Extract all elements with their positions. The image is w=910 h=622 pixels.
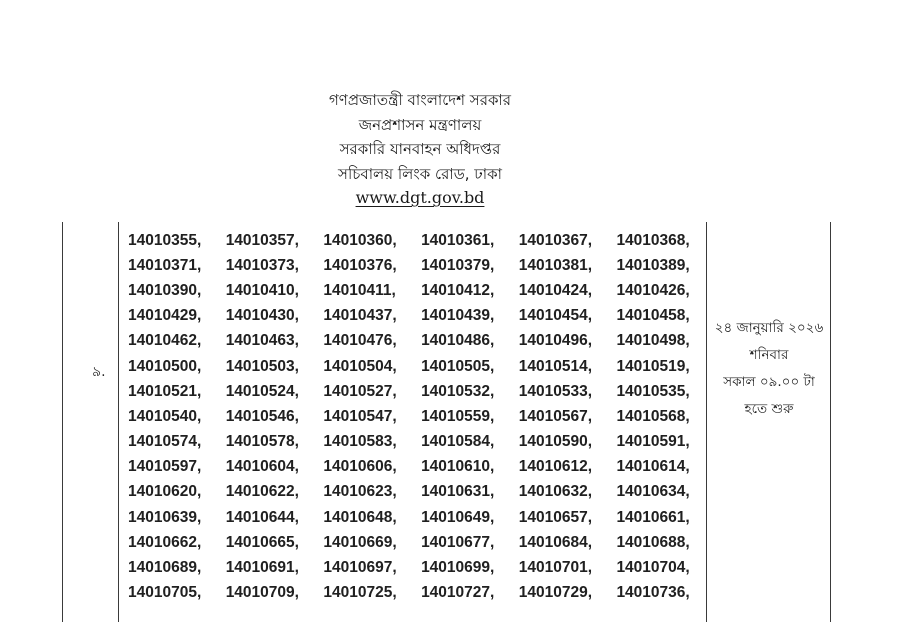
roll-number: 14010665, [225, 533, 299, 551]
letterhead [0, 88, 840, 211]
roll-number: 14010540, [128, 407, 202, 425]
table-row [128, 379, 714, 404]
roll-number: 14010657, [518, 508, 593, 526]
department-name: সরকারি যানবাহন অধিদপ্তর [339, 140, 501, 158]
roll-number: 14010662, [128, 533, 202, 551]
website-link[interactable]: www.dgt.gov.bd [355, 188, 485, 207]
roll-number: 14010623, [323, 483, 397, 501]
roll-number: 14010412, [421, 281, 495, 299]
exam-time: সকাল ০৯.০০ টা [723, 374, 815, 390]
table-row [128, 304, 714, 329]
table-row [128, 480, 714, 505]
ministry-name: জনপ্রশাসন মন্ত্রণালয় [358, 115, 482, 134]
roll-number: 14010590, [518, 433, 593, 451]
roll-number: 14010463, [225, 332, 299, 350]
roll-number: 14010381, [518, 256, 593, 274]
table-border-left [62, 222, 63, 622]
roll-number: 14010684, [518, 533, 593, 551]
roll-number: 14010644, [225, 508, 299, 526]
roll-number: 14010631, [421, 483, 495, 501]
roll-number: 14010705, [128, 584, 202, 602]
roll-number: 14010521, [128, 382, 202, 400]
roll-number: 14010610, [421, 458, 495, 476]
roll-number: 14010559, [421, 407, 495, 425]
roll-number: 14010355, [128, 231, 202, 249]
roll-number: 14010430, [225, 307, 299, 325]
roll-number: 14010574, [128, 433, 202, 451]
roll-number: 14010729, [518, 584, 593, 602]
table-row [128, 329, 714, 354]
roll-number: 14010373, [225, 256, 299, 274]
roll-number: 14010426, [616, 281, 690, 299]
exam-schedule [706, 315, 832, 423]
roll-number: 14010612, [518, 458, 593, 476]
roll-number: 14010583, [323, 433, 397, 451]
table-row [128, 555, 714, 580]
roll-number: 14010411, [323, 281, 396, 299]
table-row [128, 404, 714, 429]
roll-number: 14010578, [225, 433, 299, 451]
roll-number: 14010454, [518, 307, 593, 325]
roll-number: 14010606, [323, 458, 397, 476]
table-row [128, 505, 714, 530]
roll-number: 14010476, [323, 332, 397, 350]
roll-number: 14010500, [128, 357, 202, 375]
roll-number: 14010568, [616, 407, 690, 425]
roll-number: 14010591, [616, 433, 690, 451]
roll-number: 14010437, [323, 307, 397, 325]
roll-number: 14010503, [225, 357, 299, 375]
roll-number: 14010699, [421, 559, 495, 577]
roll-number: 14010379, [421, 256, 495, 274]
exam-day: শনিবার [749, 347, 789, 363]
roll-number: 14010458, [616, 307, 690, 325]
roll-number: 14010424, [518, 281, 593, 299]
government-name: গণপ্রজাতন্ত্রী বাংলাদেশ সরকার [328, 91, 512, 109]
table-row [128, 278, 714, 303]
table-row [128, 228, 714, 253]
schedule-table [62, 222, 832, 622]
roll-number: 14010632, [518, 483, 593, 501]
roll-number: 14010661, [616, 508, 690, 526]
roll-number: 14010504, [323, 357, 397, 375]
roll-number: 14010639, [128, 508, 202, 526]
table-row [128, 430, 714, 455]
roll-number: 14010648, [323, 508, 397, 526]
roll-number: 14010360, [323, 231, 397, 249]
exam-start-note: হতে শুরু [744, 401, 794, 417]
roll-number: 14010524, [225, 382, 299, 400]
roll-number: 14010527, [323, 382, 397, 400]
roll-number: 14010439, [421, 307, 495, 325]
roll-number: 14010532, [421, 382, 495, 400]
roll-number: 14010357, [225, 231, 299, 249]
roll-number: 14010376, [323, 256, 397, 274]
roll-number-list [128, 228, 714, 606]
table-row [128, 581, 714, 606]
roll-number: 14010410, [225, 281, 299, 299]
roll-number: 14010727, [421, 584, 495, 602]
roll-number: 14010514, [518, 357, 593, 375]
roll-number: 14010535, [616, 382, 690, 400]
roll-number: 14010704, [616, 559, 690, 577]
roll-number: 14010725, [323, 584, 397, 602]
roll-number: 14010634, [616, 483, 690, 501]
roll-number: 14010597, [128, 458, 202, 476]
roll-number: 14010736, [616, 584, 690, 602]
roll-number: 14010505, [421, 357, 495, 375]
roll-number: 14010429, [128, 307, 202, 325]
roll-number: 14010584, [421, 433, 495, 451]
roll-number: 14010519, [616, 357, 690, 375]
table-row [128, 354, 714, 379]
roll-number: 14010669, [323, 533, 397, 551]
roll-number: 14010462, [128, 332, 202, 350]
office-address: সচিবালয় লিংক রোড, ঢাকা [338, 164, 502, 183]
roll-number: 14010622, [225, 483, 299, 501]
table-row [128, 530, 714, 555]
roll-number: 14010649, [421, 508, 495, 526]
roll-number: 14010567, [518, 407, 593, 425]
roll-number: 14010498, [616, 332, 690, 350]
roll-number: 14010691, [225, 559, 299, 577]
roll-number: 14010367, [518, 231, 593, 249]
roll-number: 14010697, [323, 559, 397, 577]
roll-number: 14010546, [225, 407, 299, 425]
roll-number: 14010547, [323, 407, 397, 425]
roll-number: 14010620, [128, 483, 202, 501]
roll-number: 14010604, [225, 458, 299, 476]
roll-number: 14010614, [616, 458, 690, 476]
exam-date: ২৪ জানুয়ারি ২০২৬ [714, 320, 824, 336]
roll-number: 14010390, [128, 281, 202, 299]
table-row [128, 253, 714, 278]
table-column-divider [118, 222, 119, 622]
roll-number: 14010677, [421, 533, 495, 551]
table-row [128, 455, 714, 480]
roll-number: 14010533, [518, 382, 593, 400]
roll-number: 14010701, [518, 559, 593, 577]
roll-number: 14010688, [616, 533, 690, 551]
roll-number: 14010689, [128, 559, 202, 577]
roll-number: 14010486, [421, 332, 495, 350]
roll-number: 14010371, [128, 256, 202, 274]
roll-number: 14010361, [421, 231, 495, 249]
serial-number: ৯. [92, 364, 106, 380]
roll-number: 14010496, [518, 332, 593, 350]
roll-number: 14010709, [225, 584, 299, 602]
roll-number: 14010368, [616, 231, 690, 249]
roll-number: 14010389, [616, 256, 690, 274]
